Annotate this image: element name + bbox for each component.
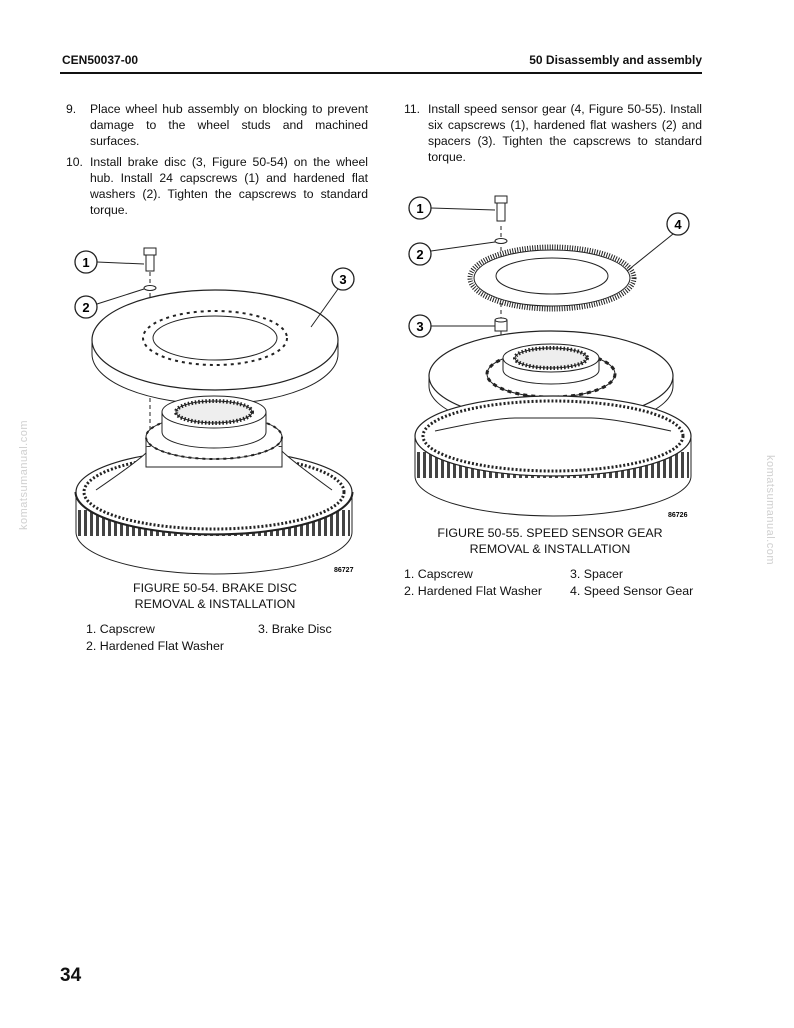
- caption-line: FIGURE 50-55. SPEED SENSOR GEAR: [437, 526, 663, 540]
- hub-assembly-part: [415, 331, 691, 516]
- image-number: 86726: [668, 512, 688, 519]
- caption-line: REMOVAL & INSTALLATION: [134, 597, 296, 611]
- legend-item: 3. Brake Disc: [258, 622, 332, 636]
- svg-text:1: 1: [82, 255, 90, 270]
- capscrew-part: [144, 248, 156, 271]
- caption-line: FIGURE 50-54. BRAKE DISC: [133, 581, 297, 595]
- brake-disc-illustration: [66, 242, 366, 578]
- step-9: [66, 101, 368, 149]
- image-number: 86727: [334, 567, 354, 574]
- speed-sensor-gear-illustration: [405, 186, 705, 522]
- svg-text:3: 3: [339, 272, 347, 287]
- figure-54-legend: [86, 621, 376, 661]
- callout-4: [627, 213, 689, 271]
- speed-sensor-gear-part: [470, 247, 634, 309]
- step-number: 11.: [404, 102, 421, 116]
- watermark-left: komatsumanual.com: [18, 420, 30, 530]
- legend-item: 4. Speed Sensor Gear: [570, 584, 694, 598]
- legend-item: 2. Hardened Flat Washer: [404, 584, 542, 598]
- step-text: Install speed sensor gear (4, Figure 50-55). Install six capscrews (1), hardened flat washers (2) and spacers (3). Tighten the capscrews to standard torque.: [428, 102, 702, 164]
- legend-item: 1. Capscrew: [86, 622, 155, 636]
- legend-item: 1. Capscrew: [404, 567, 473, 581]
- svg-text:3: 3: [416, 319, 424, 334]
- legend-item: 2. Hardened Flat Washer: [86, 639, 224, 653]
- page-number: 34: [60, 965, 82, 986]
- callout-3: [311, 268, 354, 327]
- brake-disc-part: [92, 290, 338, 404]
- document-id: CEN50037-00: [62, 53, 139, 67]
- header-rule: [60, 72, 702, 74]
- step-text: Install brake disc (3, Figure 50-54) on the wheel hub. Install 24 capscrews (1) and hardened flat washers (2). Tighten the capscrews to standard torque.: [90, 155, 368, 217]
- watermark-right: komatsumanual.com: [764, 455, 776, 565]
- step-text: Place wheel hub assembly on blocking to prevent damage to the wheel studs and machined surfaces.: [90, 102, 368, 148]
- figure-54-caption: [100, 580, 330, 612]
- capscrew-part: [495, 196, 507, 221]
- steps-right: [404, 101, 702, 170]
- step-number: 10.: [66, 155, 83, 169]
- figure-55-caption: [420, 525, 680, 557]
- svg-text:2: 2: [416, 247, 424, 262]
- legend-item: 3. Spacer: [570, 567, 624, 581]
- steps-left: [66, 101, 368, 223]
- section-title: 50 Disassembly and assembly: [529, 53, 702, 67]
- svg-text:1: 1: [416, 201, 424, 216]
- caption-line: REMOVAL & INSTALLATION: [469, 542, 631, 556]
- svg-text:4: 4: [674, 217, 682, 232]
- callout-3: [409, 315, 495, 337]
- figure-55-legend: [404, 566, 704, 606]
- callout-1: [75, 251, 144, 273]
- spacer-part: [495, 318, 507, 331]
- step-10: [66, 154, 368, 218]
- callout-1: [409, 197, 495, 219]
- step-11: [404, 101, 702, 165]
- step-number: 9.: [66, 102, 77, 116]
- svg-text:2: 2: [82, 300, 90, 315]
- wheel-hub-part: [76, 396, 352, 574]
